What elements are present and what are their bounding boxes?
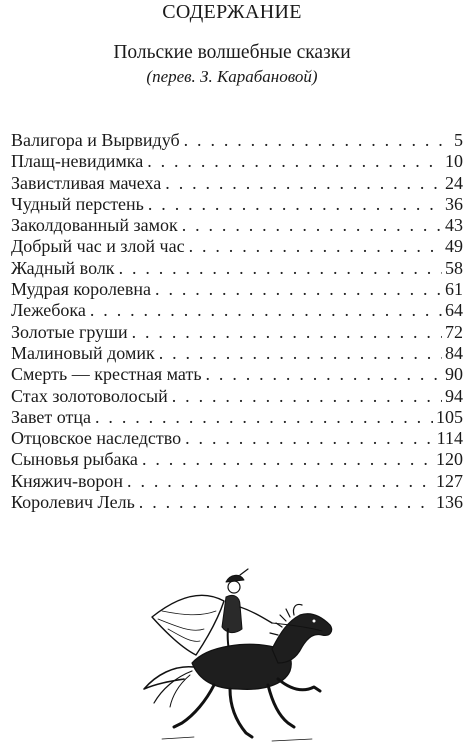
toc-entry-page: 84 (445, 342, 463, 363)
section-title: Польские волшебные сказки (113, 42, 351, 63)
dot-leader (189, 236, 442, 257)
toc-entry-title: Лежебока (11, 300, 86, 321)
toc-entry (11, 322, 463, 343)
toc-entry (11, 492, 463, 513)
toc-entry (11, 300, 463, 321)
toc-entry-title: Жадный волк (11, 257, 115, 278)
translator-credit: (перев. З. Карабановой) (146, 67, 318, 86)
toc-entry-title: Золотые груши (11, 321, 128, 342)
toc-entry (11, 364, 463, 385)
toc-entry-page: 94 (445, 385, 463, 406)
toc-entry-page: 58 (445, 257, 463, 278)
dot-leader (119, 258, 442, 279)
toc-entry (11, 194, 463, 215)
table-of-contents (11, 130, 463, 513)
toc-entry-title: Валигора и Вырвидуб (11, 130, 180, 150)
dot-leader (185, 428, 434, 449)
toc-entry-page: 61 (445, 279, 463, 300)
toc-entry (11, 130, 463, 151)
dot-leader (132, 322, 442, 343)
toc-entry (11, 471, 463, 492)
page-title: СОДЕРЖАНИЕ (162, 1, 302, 23)
toc-entry (11, 173, 463, 194)
dot-leader (206, 364, 442, 385)
toc-entry (11, 215, 463, 236)
toc-entry-title: Сыновья рыбака (11, 449, 138, 470)
toc-entry (11, 279, 463, 300)
toc-entry-page: 90 (445, 364, 463, 385)
toc-entry-page: 49 (445, 236, 463, 257)
dot-leader (155, 279, 442, 300)
toc-entry-page: 136 (436, 492, 463, 513)
toc-entry-title: Княжич-ворон (11, 470, 124, 491)
toc-entry-title: Завет отца (11, 406, 92, 427)
toc-entry-page: 36 (445, 193, 463, 214)
toc-entry-page: 43 (445, 215, 463, 236)
dot-leader (172, 386, 442, 407)
toc-entry (11, 449, 463, 470)
toc-entry-page: 127 (436, 470, 463, 491)
toc-entry-page: 10 (445, 151, 463, 172)
toc-entry-page: 24 (445, 172, 463, 193)
toc-entry-page: 114 (436, 428, 463, 449)
toc-entry-title: Стах золотоволосый (11, 385, 168, 406)
toc-entry (11, 258, 463, 279)
toc-entry (11, 236, 463, 257)
dot-leader (159, 343, 442, 364)
toc-entry (11, 151, 463, 172)
dot-leader (127, 471, 433, 492)
dot-leader (95, 407, 433, 428)
horse-rider-illustration (122, 567, 344, 744)
dot-leader (139, 492, 433, 513)
toc-entry-title: Добрый час и злой час (11, 236, 185, 257)
dot-leader (147, 151, 442, 172)
dot-leader (184, 130, 451, 151)
toc-entry-page: 5 (454, 130, 463, 150)
toc-entry-title: Заколдованный замок (11, 215, 178, 236)
dot-leader (165, 173, 442, 194)
toc-entry-title: Плащ-невидимка (11, 151, 144, 172)
toc-entry (11, 343, 463, 364)
toc-entry-title: Смерть — крестная мать (11, 364, 202, 385)
toc-entry-title: Отцовское наследство (11, 428, 182, 449)
dot-leader (90, 300, 442, 321)
toc-entry-title: Малиновый домик (11, 342, 155, 363)
toc-entry (11, 386, 463, 407)
dot-leader (182, 215, 442, 236)
toc-entry-page: 72 (445, 321, 463, 342)
toc-entry (11, 407, 463, 428)
toc-entry-title: Королевич Лель (11, 492, 135, 513)
toc-entry-title: Чудный перстень (11, 193, 144, 214)
toc-entry-page: 64 (445, 300, 463, 321)
toc-entry-title: Мудрая королевна (11, 279, 152, 300)
toc-entry-title: Завистливая мачеха (11, 172, 162, 193)
toc-entry (11, 428, 463, 449)
toc-entry-page: 120 (436, 449, 463, 470)
dot-leader (148, 194, 442, 215)
dot-leader (142, 449, 433, 470)
toc-entry-page: 105 (436, 406, 463, 427)
